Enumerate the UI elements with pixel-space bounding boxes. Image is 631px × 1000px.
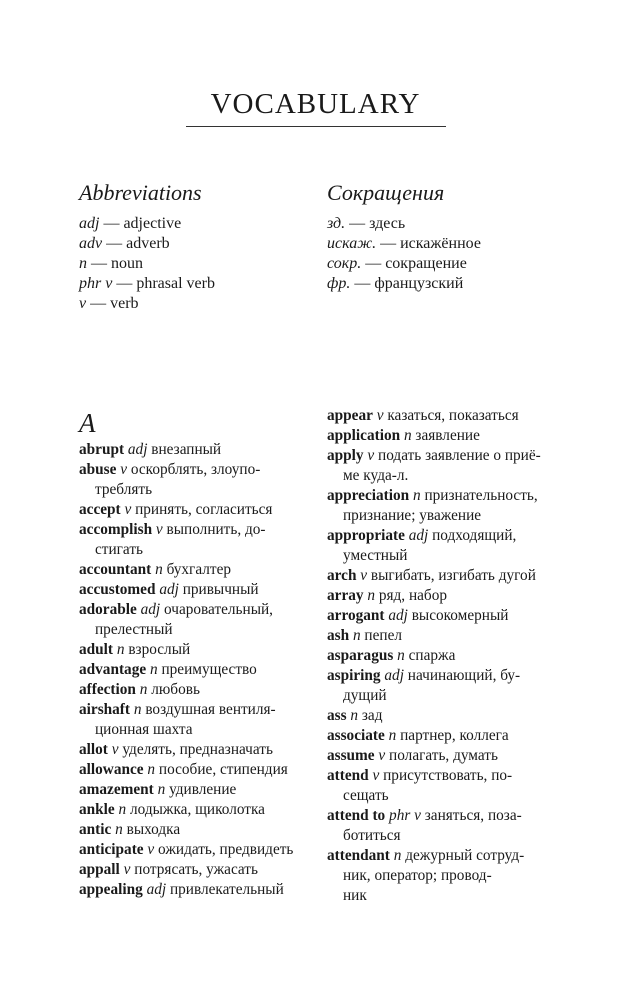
entry-translation-continued: дущий (343, 687, 387, 704)
entry-part-of-speech: n (147, 761, 156, 778)
entry-part-of-speech: n (118, 801, 127, 818)
abbreviations-ru (327, 180, 587, 294)
entry-word: allowance (79, 761, 144, 778)
entry-part-of-speech: n (116, 641, 125, 658)
vocabulary-entry (327, 566, 553, 586)
entry-word: abuse (79, 461, 117, 478)
entry-word: attendant (327, 847, 390, 864)
title-divider (186, 126, 446, 127)
vocabulary-column-right (327, 406, 553, 906)
entry-word: asparagus (327, 647, 394, 664)
abbreviation-item: adj — adjective (79, 215, 182, 232)
entry-part-of-speech: n (139, 681, 148, 698)
entry-translation: внезапный (151, 441, 222, 458)
vocabulary-entry (79, 760, 305, 780)
entry-translation: подходящий, (432, 527, 517, 544)
entry-part-of-speech: phr v (389, 807, 421, 824)
entry-part-of-speech: adj (388, 607, 408, 624)
entry-translation: очаровательный, (164, 601, 274, 618)
entry-translation: оскорблять, злоупо- (130, 461, 261, 478)
entry-translation-continued: прелестный (95, 621, 173, 638)
entry-translation: взрослый (128, 641, 191, 658)
entry-translation-continued: сещать (343, 787, 389, 804)
vocabulary-entry (79, 860, 305, 880)
entry-word: allot (79, 741, 108, 758)
entry-translation: потрясать, ужасать (134, 861, 258, 878)
entry-word: anticipate (79, 841, 144, 858)
vocabulary-entry (79, 560, 305, 580)
entry-part-of-speech: v (155, 521, 163, 538)
vocabulary-entry (79, 460, 305, 500)
entry-translation: выполнить, до- (166, 521, 266, 538)
entry-translation: начинающий, бу- (407, 667, 521, 684)
entry-translation: пособие, стипендия (158, 761, 288, 778)
entry-translation: полагать, думать (389, 747, 498, 764)
abbreviations-ru-heading: Сокращения (327, 180, 445, 205)
vocabulary-entry (79, 880, 305, 900)
vocabulary-entry (79, 820, 305, 840)
vocabulary-entry (327, 726, 553, 746)
entry-word: appear (327, 407, 373, 424)
entry-translation: высокомерный (411, 607, 509, 624)
entry-part-of-speech: n (157, 781, 166, 798)
entry-translation-continued: ционная шахта (95, 721, 193, 738)
vocabulary-entry (79, 580, 305, 600)
abbreviation-item: зд. — здесь (327, 215, 406, 232)
entry-part-of-speech: v (378, 747, 386, 764)
entry-word: ankle (79, 801, 115, 818)
entry-part-of-speech: v (376, 407, 384, 424)
abbreviations-en-heading: Abbreviations (79, 180, 202, 205)
entry-translation-continued: ник, оператор; провод- (343, 867, 492, 884)
entry-translation: зад (361, 707, 383, 724)
entry-part-of-speech: v (372, 767, 380, 784)
entry-translation: уделять, предназначать (122, 741, 273, 758)
section-letter-heading: A (79, 408, 96, 438)
entry-word: aspiring (327, 667, 381, 684)
entry-word: accomplish (79, 521, 153, 538)
vocabulary-entry (79, 640, 305, 660)
abbreviation-item: adv — adverb (79, 235, 170, 252)
entry-part-of-speech: adj (408, 527, 429, 544)
vocabulary-entry (327, 806, 553, 846)
vocabulary-entry (327, 626, 553, 646)
entry-translation: подать заявление о приё- (378, 447, 541, 464)
entry-word: assume (327, 747, 375, 764)
entry-part-of-speech: v (120, 461, 128, 478)
entry-word: amazement (79, 781, 154, 798)
entry-word: apply (327, 447, 364, 464)
entry-word: affection (79, 681, 136, 698)
entry-translation: признательность, (424, 487, 538, 504)
entry-translation: казаться, показаться (387, 407, 519, 424)
entry-translation-continued: стигать (95, 541, 143, 558)
entry-part-of-speech: v (123, 861, 131, 878)
entry-part-of-speech: v (367, 447, 375, 464)
vocabulary-entry (79, 800, 305, 820)
vocabulary-entry (327, 746, 553, 766)
entry-translation: любовь (151, 681, 200, 698)
vocabulary-entry (79, 700, 305, 740)
entry-translation: ряд, набор (378, 587, 448, 604)
vocabulary-entry (327, 486, 553, 526)
vocabulary-entry (327, 606, 553, 626)
entry-part-of-speech: adj (140, 601, 161, 618)
entry-translation: выходка (126, 821, 181, 838)
entry-word: array (327, 587, 364, 604)
entry-part-of-speech: n (412, 487, 421, 504)
entry-word: ass (327, 707, 347, 724)
entry-translation: пепел (364, 627, 403, 644)
abbreviation-item: n — noun (79, 255, 143, 272)
vocabulary-entry (79, 440, 305, 460)
abbreviation-item: сокр. — сокращение (327, 255, 467, 272)
entry-word: adorable (79, 601, 137, 618)
vocabulary-entry (79, 500, 305, 520)
entry-translation: привлекательный (169, 881, 284, 898)
entry-part-of-speech: n (403, 427, 412, 444)
entry-word: appropriate (327, 527, 405, 544)
vocabulary-entry (327, 406, 553, 426)
vocabulary-entry (327, 766, 553, 806)
entry-part-of-speech: v (360, 567, 368, 584)
entry-part-of-speech: v (147, 841, 155, 858)
entry-part-of-speech: n (397, 647, 405, 664)
vocabulary-entry (79, 740, 305, 760)
vocabulary-entry (327, 666, 553, 706)
entry-translation: воздушная вентиля- (145, 701, 276, 718)
vocabulary-entry (327, 446, 553, 486)
entry-translation-continued: уместный (343, 547, 408, 564)
vocabulary-entry (327, 646, 553, 666)
entry-word: arch (327, 567, 357, 584)
entry-part-of-speech: n (115, 821, 123, 838)
abbreviation-item: фр. — французский (327, 275, 464, 292)
entry-part-of-speech: n (133, 701, 142, 718)
abbreviation-item: искаж. — искажённое (327, 235, 481, 252)
page-title: VOCABULARY (210, 88, 421, 120)
entry-part-of-speech: n (367, 587, 376, 604)
entry-translation-continued: ботиться (343, 827, 401, 844)
entry-part-of-speech: adj (159, 581, 179, 598)
entry-word: abrupt (79, 441, 125, 458)
entry-word: attend to (327, 807, 386, 824)
entry-translation: принять, согласиться (135, 501, 273, 518)
entry-part-of-speech: n (352, 627, 361, 644)
entry-translation: удивление (169, 781, 237, 798)
entry-translation: привычный (182, 581, 259, 598)
entry-word: application (327, 427, 401, 444)
vocabulary-entry (79, 520, 305, 560)
vocabulary-entry (79, 660, 305, 680)
entry-translation: присутствовать, по- (383, 767, 513, 784)
entry-translation-continued: ме куда-л. (343, 467, 409, 484)
entry-word: arrogant (327, 607, 385, 624)
entry-word: accept (79, 501, 121, 518)
entry-part-of-speech: n (149, 661, 158, 678)
entry-part-of-speech: v (124, 501, 132, 518)
entry-translation: дежурный сотруд- (405, 847, 525, 864)
vocabulary-entry (327, 526, 553, 566)
abbreviation-item: v — verb (79, 295, 139, 312)
entry-part-of-speech: v (111, 741, 119, 758)
entry-word: appreciation (327, 487, 410, 504)
entry-translation-continued: треблять (95, 481, 153, 498)
vocabulary-entry (327, 586, 553, 606)
entry-word: advantage (79, 661, 147, 678)
entry-word: appealing (79, 881, 143, 898)
entry-part-of-speech: n (393, 847, 402, 864)
entry-word: attend (327, 767, 369, 784)
entry-word: accustomed (79, 581, 156, 598)
entry-translation: ожидать, предвидеть (158, 841, 294, 858)
entry-word: appall (79, 861, 120, 878)
entry-translation: партнер, коллега (400, 727, 509, 744)
entry-part-of-speech: adj (146, 881, 167, 898)
entry-part-of-speech: n (155, 561, 163, 578)
vocabulary-column-left (79, 440, 305, 900)
entry-word: adult (79, 641, 114, 658)
entry-translation: преимущество (161, 661, 257, 678)
entry-word: antic (79, 821, 112, 838)
vocabulary-entry (79, 600, 305, 640)
entry-translation-continued: ник (343, 887, 367, 904)
entry-translation: спаржа (408, 647, 456, 664)
vocabulary-entry (327, 846, 553, 906)
entry-part-of-speech: n (388, 727, 397, 744)
entry-translation: лодыжка, щиколотка (130, 801, 265, 818)
entry-translation: бухгалтер (166, 561, 232, 578)
entry-part-of-speech: adj (127, 441, 148, 458)
abbreviation-item: phr v — phrasal verb (79, 275, 215, 292)
entry-translation: заняться, поза- (424, 807, 522, 824)
entry-word: associate (327, 727, 385, 744)
vocabulary-entry (79, 840, 305, 860)
vocabulary-entry (79, 780, 305, 800)
vocabulary-entry (327, 706, 553, 726)
entry-part-of-speech: adj (384, 667, 404, 684)
entry-translation: заявление (415, 427, 480, 444)
entry-word: accountant (79, 561, 152, 578)
vocabulary-entry (79, 680, 305, 700)
entry-translation-continued: признание; уважение (343, 507, 482, 524)
entry-word: airshaft (79, 701, 130, 718)
entry-translation: выгибать, изгибать дугой (370, 567, 536, 584)
vocabulary-entry (327, 426, 553, 446)
abbreviations-en (79, 180, 339, 314)
entry-part-of-speech: n (350, 707, 359, 724)
entry-word: ash (327, 627, 350, 644)
